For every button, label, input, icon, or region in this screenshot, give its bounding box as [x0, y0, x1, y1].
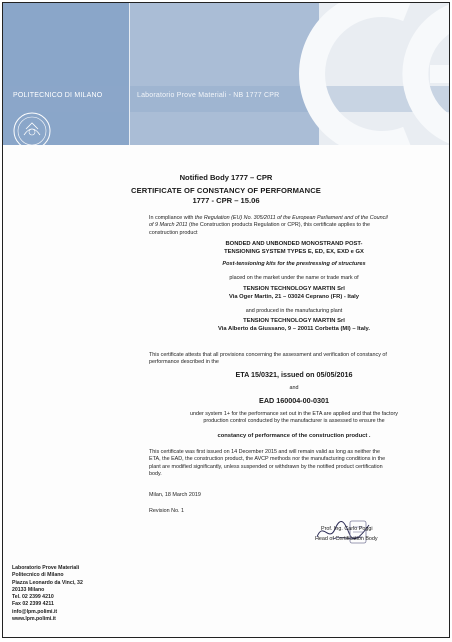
eta-reference: ETA 15/0321, issued on 05/05/2016	[235, 370, 353, 379]
header-divider	[129, 3, 130, 145]
footer-contact: Laboratorio Prove Materiali Politecnico di Milano Piazza Leonardo da Vinci, 32 20133 Milano Tel. 02 2399 4210 Fax 02 2399 4211 info@lpm.polimi.it www.lpm.polimi.it	[12, 565, 83, 623]
header-banner	[3, 3, 449, 145]
constancy-statement: constancy of performance of the construction product .	[217, 433, 371, 439]
validity-paragraph: This certificate was first issued on 14 December 2015 and will remain valid as long as neither the ETA, the EAD, the construction product, the AVCP methods nor the manufacturing conditions in the plant are modified significantly, unless suspended or withdrawn by the notified product certification body.	[149, 449, 386, 478]
header-lab-label: Laboratorio Prove Materiali - NB 1777 CPR	[137, 92, 280, 99]
manufacturer-address: Via Oger Martin, 21 – 03024 Ceprano (FR) - Italy	[228, 294, 360, 300]
header-institution-label: POLITECNICO DI MILANO	[13, 92, 103, 99]
university-seal-icon	[12, 111, 52, 145]
product-name: BONDED AND UNBONDED MONOSTRAND POST- TENSIONING SYSTEM TYPES E, ED, EX, EXD e GX	[224, 241, 364, 255]
signatory-role: Head of Certification Body	[315, 536, 378, 542]
signatory-name: Prof. Ing. Carlo Poggi	[321, 526, 373, 532]
footer-email-link[interactable]: info@lpm.polimi.it	[12, 608, 58, 615]
footer-website-link[interactable]: www.lpm.polimi.it	[12, 616, 56, 623]
product-description: Post-tensioning kits for the prestressing of structures	[222, 261, 366, 267]
ead-reference: EAD 160004-00-0301	[259, 396, 329, 405]
attestation-paragraph: This certificate attests that all provisions concerning the assessment and verification of constancy of performance described in the	[149, 352, 387, 366]
place-date: Milan, 18 March 2019	[149, 492, 201, 498]
ce-mark-icon	[258, 3, 449, 145]
plant-address: Via Alberto da Giussano, 9 – 20011 Corbetta (MI) – Italy.	[218, 326, 370, 332]
intro-paragraph: In compliance with the Regulation (EU) No. 305/2011 of the European Parliament and of the Council of 9 March 2011 (the Construction products Regulation or CPR), this certificate applies to the construction product	[149, 215, 388, 236]
placed-on-market: placed on the market under the name or trade mark of	[229, 275, 359, 281]
certificate-body	[3, 171, 449, 205]
system-paragraph: under system 1+ for the performance set out in the ETA are applied and that the factory production control conducted by the manufacturer is assessed to ensure the	[189, 411, 398, 425]
certificate-number: 1777 - CPR – 15.06	[192, 196, 260, 205]
notified-body: Notified Body 1777 – CPR	[179, 173, 273, 182]
certificate-page	[2, 2, 450, 638]
plant-name: TENSION TECHNOLOGY MARTIN Srl	[243, 318, 345, 324]
produced-in: and produced in the manufacturing plant	[245, 308, 343, 314]
manufacturer-name: TENSION TECHNOLOGY MARTIN Srl	[243, 286, 345, 292]
certificate-title: CERTIFICATE OF CONSTANCY OF PERFORMANCE	[131, 186, 321, 195]
and-connector: and	[289, 385, 299, 391]
revision-number: Revision No. 1	[149, 508, 185, 514]
